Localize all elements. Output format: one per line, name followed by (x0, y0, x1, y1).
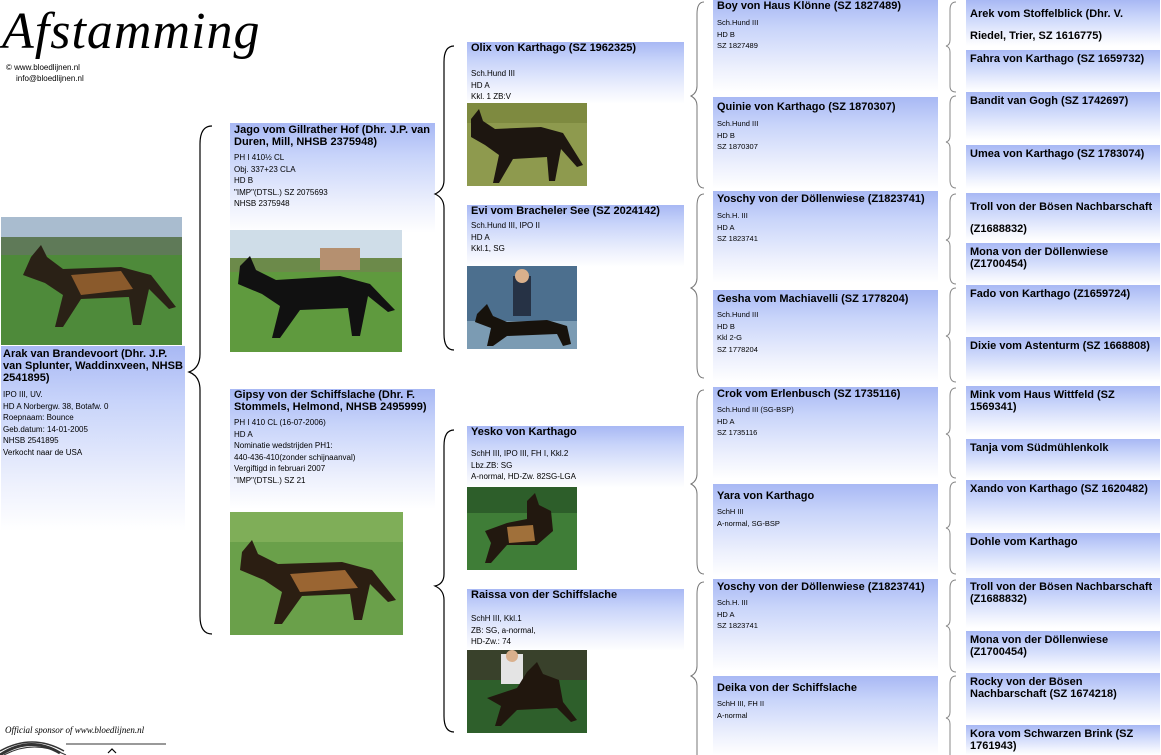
bracket-gen3 (688, 578, 708, 755)
ancestor-card[interactable]: Fahra von Karthago (SZ 1659732) (966, 50, 1160, 92)
grandparent-card[interactable] (467, 589, 684, 651)
ancestor-card[interactable]: Dixie vom Astenturm (SZ 1668808) (966, 337, 1160, 382)
subject-photo (1, 217, 182, 345)
ancestor-card[interactable]: Mona von der Döllenwiese (Z1700454) (966, 243, 1160, 285)
ancestor-card[interactable]: Arek vom Stoffelblick (Dhr. V. Riedel, Trier, SZ 1616775) (966, 0, 1160, 46)
great-grandparent-name: Crok vom Erlenbusch (SZ 1735116) (717, 388, 901, 400)
sire-info: PH I 410½ CL Obj. 337+23 CLA HD B "IMP"(DTSL.) SZ 2075693 NHSB 2375948 (234, 153, 328, 208)
bracket-gen2-bottom (432, 428, 458, 738)
grandparent-info: SchH III, IPO III, FH I, Kkl.2 Lbz.ZB: SG A-normal, HD-Zw. 82SG-LGA (471, 449, 576, 481)
great-grandparent-info: SchH III, FH II A-normal (717, 699, 765, 720)
sire-name: Jago vom Gillrather Hof (Dhr. J.P. van Duren, Mill, NHSB 2375948) (234, 124, 431, 148)
bracket-gen3 (688, 386, 708, 576)
grandparent-info: SchH III, Kkl.1 ZB: SG, a-normal, HD-Zw.: 74 (471, 614, 536, 646)
bracket-gen3 (688, 190, 708, 380)
dam-name: Gipsy von der Schiffslache (Dhr. F. Stommels, Helmond, NHSB 2495999) (234, 389, 427, 413)
great-grandparent-card[interactable] (713, 191, 938, 283)
sponsor-logo (0, 735, 200, 755)
great-grandparent-card[interactable] (713, 0, 938, 92)
bracket-gen4-column (942, 0, 962, 755)
ancestor-card[interactable]: Fado von Karthago (Z1659724) (966, 285, 1160, 337)
grandparent-photo (467, 650, 587, 733)
page-title: Afstamming (2, 3, 261, 60)
grandparent-info: Sch.Hund III HD A Kkl. 1 ZB:V (471, 69, 516, 101)
sire-photo (230, 230, 402, 352)
sponsor-text: Official sponsor of www.bloedlijnen.nl (5, 725, 145, 735)
great-grandparent-card[interactable] (713, 387, 938, 479)
great-grandparent-info: SchH III A-normal, SG-BSP (717, 507, 780, 528)
grandparent-name: Olix von Karthago (SZ 1962325) (471, 42, 637, 54)
grandparent-card[interactable] (467, 42, 684, 104)
ancestor-card[interactable]: Dohle vom Karthago (966, 533, 1160, 577)
ancestor-card[interactable]: Troll von der Bösen Nachbarschaft (Z1688832) (966, 578, 1160, 628)
great-grandparent-info: Sch.Hund III (SG-BSP) HD A SZ 1735116 (717, 405, 794, 437)
ancestor-card[interactable]: Xando von Karthago (SZ 1620482) (966, 480, 1160, 532)
ancestor-card[interactable]: Bandit van Gogh (SZ 1742697) (966, 92, 1160, 140)
great-grandparent-name: Yoschy von der Döllenwiese (Z1823741) (717, 581, 925, 593)
great-grandparent-name: Quinie von Karthago (SZ 1870307) (717, 101, 896, 113)
subject-info: IPO III, UV. HD A Norbergw. 38, Botafw. 0 Roepnaam: Bounce Geb.datum: 14-01-2005 NHSB 2541895 Verkocht naar de USA (3, 390, 109, 457)
dam-info: PH I 410 CL (16-07-2006) HD A Nominatie wedstrijden PH1: 440-436-410(zonder schijnaanval) Vergiftigd in februari 2007 "IMP"(DTSL.) SZ 21 (234, 418, 356, 485)
great-grandparent-card[interactable] (713, 484, 938, 576)
ancestor-card[interactable]: Umea von Karthago (SZ 1783074) (966, 145, 1160, 189)
great-grandparent-name: Gesha vom Machiavelli (SZ 1778204) (717, 293, 909, 305)
bracket-gen3 (688, 0, 708, 190)
sire-card[interactable] (230, 123, 435, 233)
grandparent-photo (467, 487, 577, 570)
great-grandparent-info: Sch.H. III HD A SZ 1823741 (717, 211, 758, 243)
great-grandparent-name: Yoschy von der Döllenwiese (Z1823741) (717, 193, 925, 205)
dam-card[interactable] (230, 389, 435, 509)
grandparent-photo (467, 103, 587, 186)
subject-card[interactable] (1, 346, 185, 531)
great-grandparent-info: Sch.Hund III HD B SZ 1870307 (717, 119, 759, 151)
great-grandparent-card[interactable] (713, 290, 938, 382)
great-grandparent-card[interactable] (713, 579, 938, 671)
great-grandparent-info: Sch.Hund III HD B Kkl 2-G SZ 1778204 (717, 310, 759, 354)
ancestor-card[interactable]: Mink vom Haus Wittfeld (SZ 1569341) (966, 386, 1160, 436)
bracket-gen2-top (432, 44, 458, 354)
grandparent-card[interactable] (467, 426, 684, 488)
great-grandparent-card[interactable] (713, 676, 938, 755)
ancestor-card[interactable]: Rocky von der Bösen Nachbarschaft (SZ 1674218) (966, 673, 1160, 723)
great-grandparent-name: Deika von der Schiffslache (717, 682, 857, 694)
grandparent-name: Raissa von der Schiffslache (471, 589, 618, 601)
great-grandparent-info: Sch.H. III HD A SZ 1823741 (717, 598, 758, 630)
contact-block (6, 62, 84, 84)
great-grandparent-name: Yara von Karthago (717, 490, 815, 502)
grandparent-name: Evi vom Bracheler See (SZ 2024142) (471, 205, 660, 217)
grandparent-photo (467, 266, 577, 349)
great-grandparent-card[interactable] (713, 97, 938, 189)
bracket-gen1 (186, 124, 216, 636)
contact-email: info@bloedlijnen.nl (16, 74, 84, 83)
ancestor-card[interactable]: Mona von der Döllenwiese (Z1700454) (966, 631, 1160, 673)
dam-photo (230, 512, 403, 635)
grandparent-card[interactable] (467, 205, 684, 267)
grandparent-info: Sch.Hund III, IPO II HD A Kkl.1, SG (471, 221, 540, 253)
ancestor-card[interactable]: Tanja vom Südmühlenkolk (966, 439, 1160, 479)
subject-name: Arak van Brandevoort (Dhr. J.P. van Splunter, Waddinxveen, NHSB 2541895) (3, 348, 183, 384)
ancestor-card[interactable]: Troll von der Bösen Nachbarschaft (Z1688832) (966, 193, 1160, 241)
grandparent-name: Yesko von Karthago (471, 426, 577, 438)
great-grandparent-name: Boy von Haus Klönne (SZ 1827489) (717, 0, 901, 12)
ancestor-card[interactable]: Kora vom Schwarzen Brink (SZ 1761943) (966, 725, 1160, 755)
contact-site: © www.bloedlijnen.nl (6, 63, 80, 72)
great-grandparent-info: Sch.Hund III HD B SZ 1827489 (717, 18, 759, 50)
